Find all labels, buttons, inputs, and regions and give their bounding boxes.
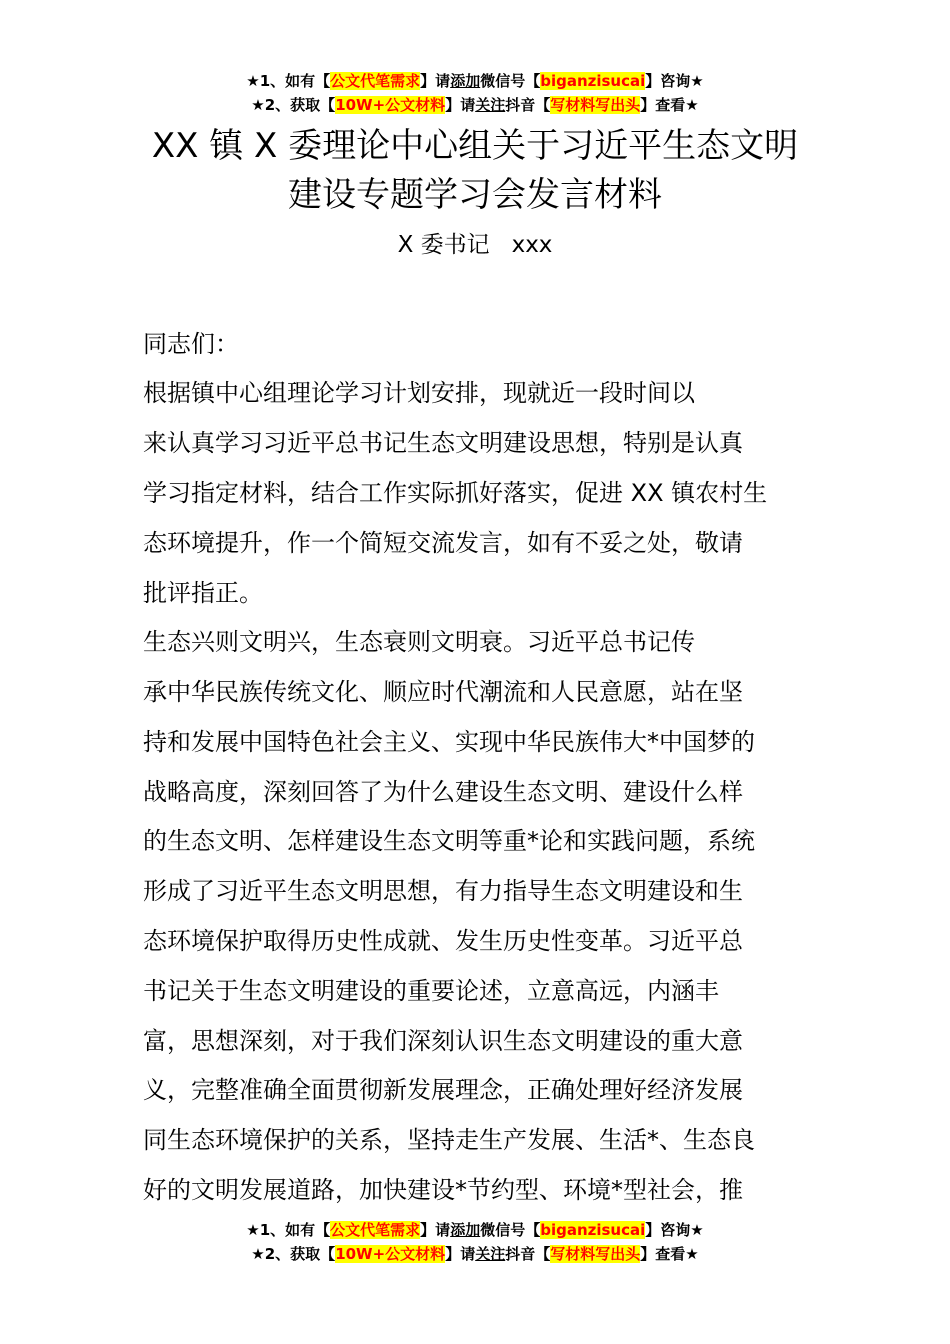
promo-highlight: 写材料写出头 <box>550 96 641 114</box>
promo-text: 】咨询★ <box>645 1221 704 1239</box>
promo-highlight: 写材料写出头 <box>550 1245 641 1263</box>
promo-text: ★2、获取【 <box>251 96 336 114</box>
body-line: 来认真学习习近平总书记生态文明建设思想，特别是认真 <box>143 429 743 457</box>
promo-text: 】请 <box>420 72 451 90</box>
promo-text: ★2、获取【 <box>251 1245 336 1263</box>
body-line: 生态兴则文明兴，生态衰则文明衰。习近平总书记传 <box>143 628 695 656</box>
body-line: 持和发展中国特色社会主义、实现中华民族伟大*中国梦的 <box>143 728 755 756</box>
promo-text: 】查看★ <box>640 96 699 114</box>
promo-text: ★1、如有【 <box>246 1221 331 1239</box>
promo-text: 】咨询★ <box>645 72 704 90</box>
document-title-line-1: XX 镇 X 委理论中心组关于习近平生态文明 <box>151 126 799 166</box>
body-line: 义，完整准确全面贯彻新发展理念，正确处理好经济发展 <box>143 1076 743 1104</box>
body-line: 形成了习近平生态文明思想，有力指导生态文明建设和生 <box>143 877 743 905</box>
promo-highlight: 公文代笔需求 <box>330 1221 421 1239</box>
body-line: 富，思想深刻，对于我们深刻认识生态文明建设的重大意 <box>143 1027 743 1055</box>
promo-underlined: 关注 <box>475 96 506 114</box>
body-line: 根据镇中心组理论学习计划安排，现就近一段时间以 <box>143 379 695 407</box>
promo-text: 抖音【 <box>505 1245 551 1263</box>
promo-highlight: biganzisucai <box>540 72 646 90</box>
promo-highlight: biganzisucai <box>540 1221 646 1239</box>
promo-underlined: 添加 <box>450 1221 481 1239</box>
body-line: 书记关于生态文明建设的重要论述，立意高远，内涵丰 <box>143 977 719 1005</box>
body-line: 态环境提升，作一个简短交流发言，如有不妥之处，敬请 <box>143 529 743 557</box>
promo-line-bottom-2 <box>0 1243 950 1265</box>
body-line: 好的文明发展道路，加快建设*节约型、环境*型社会，推 <box>143 1176 743 1204</box>
body-line: 同生态环境保护的关系，坚持走生产发展、生活*、生态良 <box>143 1126 755 1154</box>
document-title-line-2: 建设专题学习会发言材料 <box>288 175 662 215</box>
promo-line-top-1 <box>0 70 950 92</box>
promo-text: ★1、如有【 <box>246 72 331 90</box>
body-line: 批评指正。 <box>143 579 263 607</box>
promo-underlined: 添加 <box>450 72 481 90</box>
promo-text: 】请 <box>445 1245 476 1263</box>
body-line: 学习指定材料，结合工作实际抓好落实，促进 XX 镇农村生 <box>143 479 768 507</box>
body-line: 态环境保护取得历史性成就、发生历史性变革。习近平总 <box>143 927 743 955</box>
promo-highlight: 10W+公文材料 <box>335 1245 446 1263</box>
promo-text: 微信号【 <box>480 1221 541 1239</box>
body-line: 的生态文明、怎样建设生态文明等重*论和实践问题，系统 <box>143 827 755 855</box>
promo-text: 】查看★ <box>640 1245 699 1263</box>
promo-text: 抖音【 <box>505 96 551 114</box>
body-line: 战略高度，深刻回答了为什么建设生态文明、建设什么样 <box>143 778 743 806</box>
promo-highlight: 公文代笔需求 <box>330 72 421 90</box>
promo-underlined: 关注 <box>475 1245 506 1263</box>
promo-text: 微信号【 <box>480 72 541 90</box>
salutation: 同志们： <box>143 330 239 358</box>
promo-text: 】请 <box>420 1221 451 1239</box>
promo-line-bottom-1 <box>0 1219 950 1241</box>
promo-text: 】请 <box>445 96 476 114</box>
document-author: X 委书记 xxx <box>397 232 553 258</box>
promo-line-top-2 <box>0 94 950 116</box>
body-line: 承中华民族传统文化、顺应时代潮流和人民意愿，站在坚 <box>143 678 743 706</box>
promo-highlight: 10W+公文材料 <box>335 96 446 114</box>
